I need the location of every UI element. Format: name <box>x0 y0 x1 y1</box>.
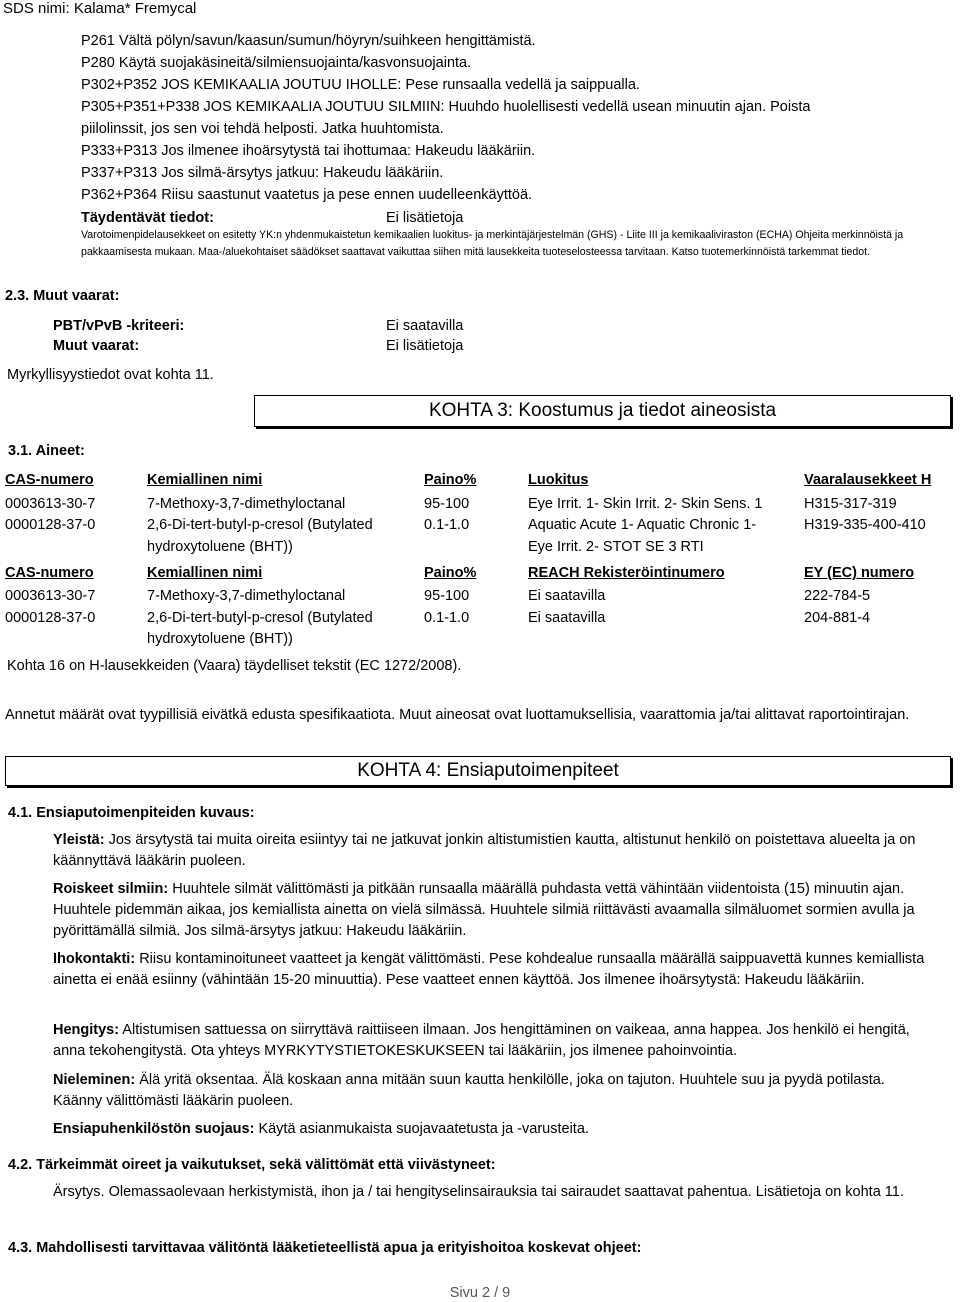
table-cell-cas: 0000128-37-0 <box>5 610 96 626</box>
supplementary-value: Ei lisätietoja <box>386 210 464 226</box>
other-hazards-value: Ei lisätietoja <box>386 338 464 354</box>
section-4-3-heading: 4.3. Mahdollisesti tarvittavaa välitöntä lääketieteellistä apua ja erityishoitoa koskevat ohjeet: <box>8 1240 642 1256</box>
table1-header-name: Kemiallinen nimi <box>147 472 263 488</box>
first-aid-label: Nieleminen: <box>53 1072 136 1088</box>
section-3-title: KOHTA 3: Koostumus ja tiedot aineosista <box>254 395 951 427</box>
table1-header-cas: CAS-numero <box>5 472 94 488</box>
table-cell-cas: 0000128-37-0 <box>5 517 96 533</box>
precaution-line: P302+P352 JOS KEMIKAALIA JOUTUU IHOLLE: Pese runsaalla vedellä ja saippualla. <box>81 77 640 93</box>
section-3-1-heading: 3.1. Aineet: <box>8 443 85 459</box>
first-aid-skin <box>53 949 933 991</box>
table-cell-classification: Aquatic Acute 1- Aquatic Chronic 1- <box>528 517 757 533</box>
document-header: SDS nimi: Kalama* Fremycal <box>3 0 197 17</box>
first-aid-label: Hengitys: <box>53 1022 120 1038</box>
table-cell-reach: Ei saatavilla <box>528 588 606 604</box>
first-aid-text: Jos ärsytystä tai muita oireita esiintyy tai ne jatkuvat jonkin altistumistien kautta, altistunut henkilö on poistettava alueelta ja on käännyttävä lääkärin puoleen. <box>53 832 916 869</box>
table-cell-name: 2,6-Di-tert-butyl-p-cresol (Butylated <box>147 517 373 533</box>
precaution-line: P261 Vältä pölyn/savun/kaasun/sumun/höyryn/suihkeen hengittämistä. <box>81 33 536 49</box>
section-4-title-text: KOHTA 4: Ensiaputoimenpiteet <box>357 760 619 781</box>
table-cell-h-statements: H319-335-400-410 <box>804 517 926 533</box>
first-aid-text: Altistumisen sattuessa on siirryttävä raittiiseen ilmaan. Jos hengittäminen on vaikeaa, anna happea. Jos henkilö ei hengitä, anna tekohengitystä. Ota yhteys MYRKYTYSTIETOKESKUKSEEN tai lääkäriin, jos ilmenee pahoinvointia. <box>53 1022 910 1059</box>
table-cell-classification-cont: Eye Irrit. 2- STOT SE 3 RTI <box>528 539 704 555</box>
table2-header-reach: REACH Rekisteröintinumero <box>528 565 725 581</box>
other-hazards-label: Muut vaarat: <box>53 338 140 354</box>
precaution-line: P333+P313 Jos ilmenee ihoärsytystä tai ihottumaa: Hakeudu lääkäriin. <box>81 143 536 159</box>
first-aid-label: Ensiapuhenkilöstön suojaus: <box>53 1121 255 1137</box>
table-cell-weight: 0.1-1.0 <box>424 610 470 626</box>
table2-header-cas: CAS-numero <box>5 565 94 581</box>
table-cell-weight: 95-100 <box>424 496 470 512</box>
first-aid-text: Älä yritä oksentaa. Älä koskaan anna mitään suun kautta henkilölle, joka on tajuton. Huuhtele suu ja pyydä potilasta. Käänny välittömästi lääkärin puoleen. <box>53 1072 885 1109</box>
section-4-1-heading: 4.1. Ensiaputoimenpiteiden kuvaus: <box>8 805 255 821</box>
supplementary-note: Varotoimenpidelausekkeet on esitetty YK:n yhdenmukaistetun kemikaalien luokitus- ja merkintäjärjestelmän (GHS) - Liite III ja kemikaaliviraston (ECHA) Ohjeita merkinnöistä ja pakkaamisesta mukaan. Maa-/aluekohtaiset säädökset saattavat vaikuttaa siihen mitä lausekkeita tuoteselosteessa tarvitaan. Katso tuotemerkinnöistä tarkemmat tiedot. <box>81 229 904 258</box>
first-aid-text: Riisu kontaminoituneet vaatteet ja kengät välittömästi. Pese kohdealue runsaalla määrällä saippuavettä kunnes kemiallista ainetta ei enää esiinny (vähintään 15-20 minuuttia). Pese vaatteet ennen käyttöä. Jos ilmenee ihoärsytystä: Hakeudu lääkäriin. <box>53 951 925 988</box>
table-cell-reach: Ei saatavilla <box>528 610 606 626</box>
first-aid-text: Huuhtele silmät välittömästi ja pitkään runsaalla määrällä puhdasta vettä vähintään viidentoista (15) minuutin ajan. Huuhtele pidemmän aikaa, jos kemiallista ainetta on vielä silmässä. Huuhtele silmiä riittävästi avaamalla silmäluomet sormien avulla ja pyörittämällä silmiä. Jos silmä-ärsytys jatkuu: Hakeudu lääkäriin. <box>53 881 915 939</box>
first-aid-label: Ihokontakti: <box>53 951 136 967</box>
first-aid-text: Käytä asianmukaista suojavaatetusta ja -varusteita. <box>254 1121 589 1137</box>
table1-header-classification: Luokitus <box>528 472 589 488</box>
table-cell-name: 7-Methoxy-3,7-dimethyloctanal <box>147 496 346 512</box>
section-4-2-heading: 4.2. Tärkeimmät oireet ja vaikutukset, sekä välittömät että viivästyneet: <box>8 1157 496 1173</box>
symptoms-text: Ärsytys. Olemassaolevaan herkistymistä, ihon ja / tai hengityselinsairauksia tai sairaudet saattavat pahentua. Lisätietoja on kohta 11. <box>53 1184 904 1200</box>
quantities-disclaimer: Annetut määrät ovat tyypillisiä eivätkä edusta spesifikaatiota. Muut aineosat ovat luottamuksellisia, vaarattomia ja/tai alittavat raportointirajan. <box>5 707 910 723</box>
table1-header-weight: Paino% <box>424 472 477 488</box>
precaution-line: piilolinssit, jos sen voi tehdä helposti. Jatka huuhtomista. <box>81 121 444 137</box>
table1-header-h-statements: Vaaralausekkeet H <box>804 472 932 488</box>
table-cell-weight: 95-100 <box>424 588 470 604</box>
first-aid-label: Roiskeet silmiin: <box>53 881 169 897</box>
table-cell-name: 2,6-Di-tert-butyl-p-cresol (Butylated <box>147 610 373 626</box>
page-number: Sivu 2 / 9 <box>449 1285 511 1301</box>
precaution-line: P362+P364 Riisu saastunut vaatetus ja pese ennen uudelleenkäyttöä. <box>81 187 533 203</box>
table2-header-name: Kemiallinen nimi <box>147 565 263 581</box>
table2-header-weight: Paino% <box>424 565 477 581</box>
table-cell-name-cont: hydroxytoluene (BHT)) <box>147 631 293 647</box>
table-cell-ec: 222-784-5 <box>804 588 871 604</box>
precaution-line: P280 Käytä suojakäsineitä/silmiensuojainta/kasvonsuojainta. <box>81 55 472 71</box>
table-cell-classification: Eye Irrit. 1- Skin Irrit. 2- Skin Sens. 1 <box>528 496 763 512</box>
first-aid-general <box>53 830 933 872</box>
table-cell-h-statements: H315-317-319 <box>804 496 897 512</box>
supplementary-label: Täydentävät tiedot: <box>81 210 214 226</box>
toxicology-note: Myrkyllisyystiedot ovat kohta 11. <box>7 367 214 383</box>
first-aid-responder-protection <box>53 1119 933 1140</box>
first-aid-inhalation <box>53 1020 933 1062</box>
section-4-title <box>5 756 951 786</box>
other-hazards-heading: 2.3. Muut vaarat: <box>5 288 120 304</box>
h-statements-footnote: Kohta 16 on H-lausekkeiden (Vaara) täydelliset tekstit (EC 1272/2008). <box>7 658 462 674</box>
precaution-line: P305+P351+P338 JOS KEMIKAALIA JOUTUU SILMIIN: Huuhdo huolellisesti vedellä usean minuutin ajan. Poista <box>81 99 811 115</box>
first-aid-label: Yleistä: <box>53 832 105 848</box>
first-aid-eyes <box>53 879 933 942</box>
precaution-line: P337+P313 Jos silmä-ärsytys jatkuu: Hakeudu lääkäriin. <box>81 165 444 181</box>
first-aid-ingestion <box>53 1070 933 1112</box>
table-cell-weight: 0.1-1.0 <box>424 517 470 533</box>
pbt-value: Ei saatavilla <box>386 318 464 334</box>
pbt-label: PBT/vPvB -kriteeri: <box>53 318 185 334</box>
table-cell-ec: 204-881-4 <box>804 610 871 626</box>
table2-header-ec: EY (EC) numero <box>804 565 915 581</box>
table-cell-name: 7-Methoxy-3,7-dimethyloctanal <box>147 588 346 604</box>
table-cell-cas: 0003613-30-7 <box>5 496 96 512</box>
table-cell-name-cont: hydroxytoluene (BHT)) <box>147 539 293 555</box>
table-cell-cas: 0003613-30-7 <box>5 588 96 604</box>
